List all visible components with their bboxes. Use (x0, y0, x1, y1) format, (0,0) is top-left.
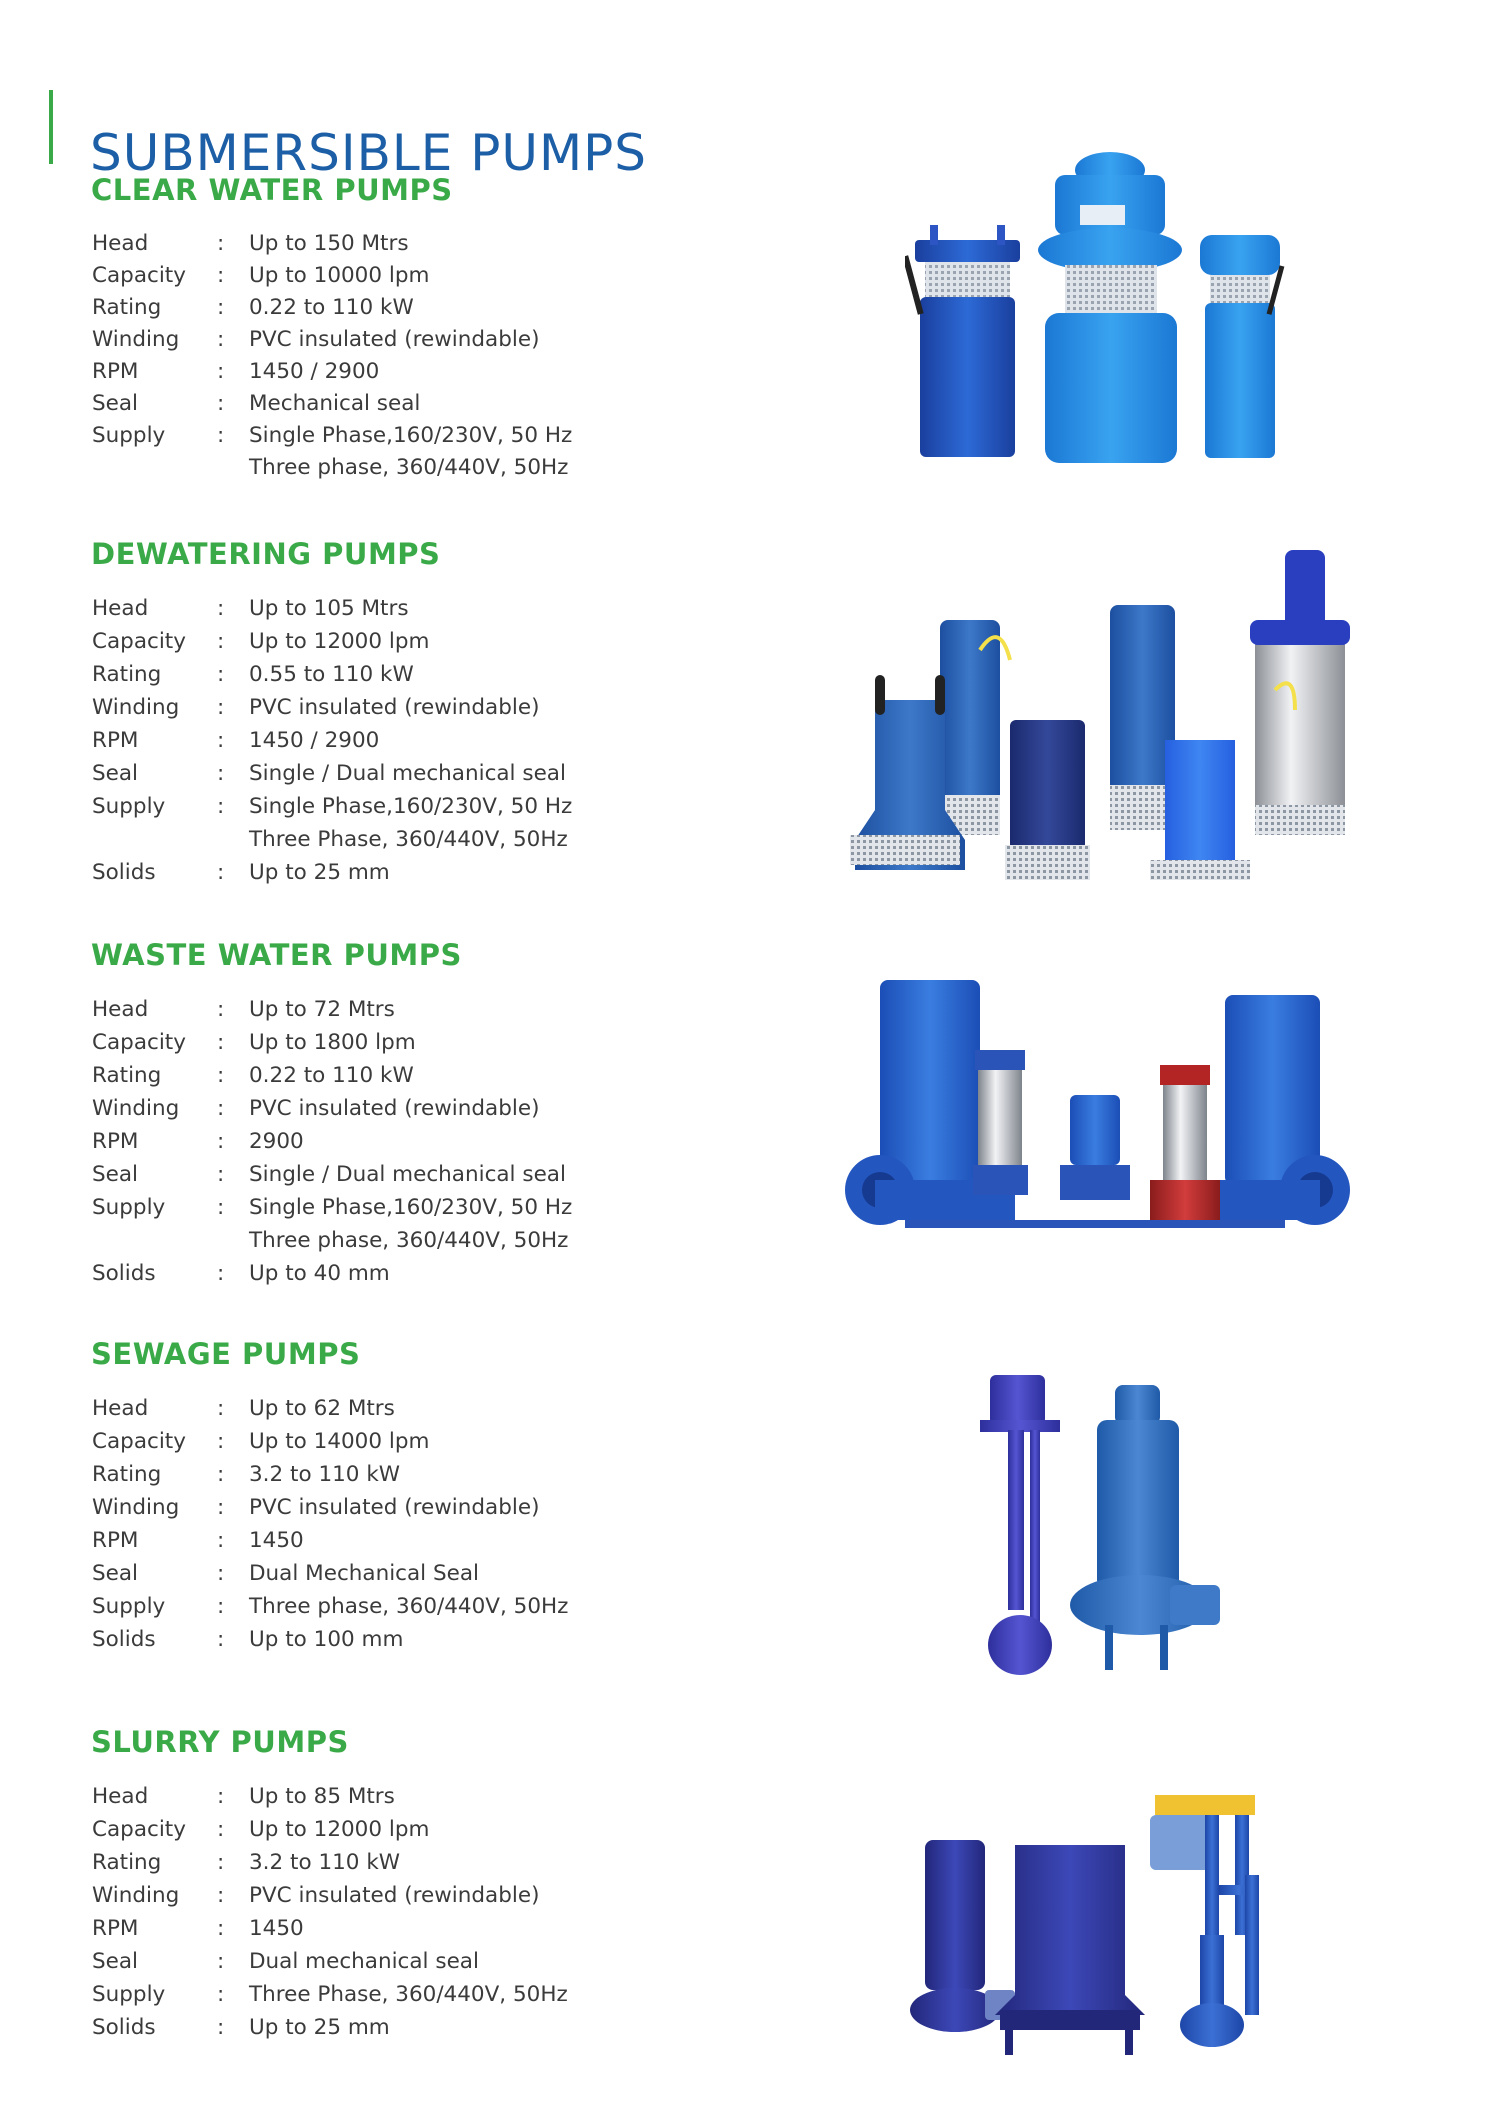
spec-row-capacity (91, 1813, 430, 1846)
spec-value: PVC insulated (rewindable) (249, 1495, 540, 1520)
spec-label: Seal (92, 1561, 139, 1586)
spec-row-supply-continued (91, 823, 568, 856)
spec-row-head (91, 228, 453, 260)
spec-separator: : (217, 1594, 225, 1619)
spec-separator: : (217, 1162, 225, 1187)
spec-value: Dual mechanical seal (249, 1949, 479, 1974)
section-dewatering-pumps (91, 537, 573, 889)
spec-separator: : (217, 1627, 225, 1652)
spec-separator: : (217, 794, 225, 819)
spec-value: Three Phase, 360/440V, 50Hz (249, 827, 568, 852)
pump-icon (975, 1370, 1225, 1680)
spec-separator: : (217, 1462, 225, 1487)
spec-list (91, 592, 573, 889)
spec-label: Solids (92, 1627, 156, 1652)
spec-row-head (91, 993, 462, 1026)
spec-row-rating (91, 1846, 401, 1879)
spec-value: PVC insulated (rewindable) (249, 1096, 540, 1121)
spec-row-head (91, 1392, 395, 1425)
spec-row-solids (91, 1623, 404, 1656)
section-waste-water-pumps (91, 938, 573, 1290)
spec-row-capacity (91, 625, 440, 658)
spec-separator: : (217, 1129, 225, 1154)
spec-row-seal (91, 1557, 479, 1590)
spec-separator: : (217, 1949, 225, 1974)
spec-value: Up to 25 mm (249, 860, 390, 885)
spec-row-capacity (91, 1026, 462, 1059)
spec-value: 3.2 to 110 kW (249, 1462, 401, 1487)
spec-row-winding (91, 324, 540, 356)
spec-label: Seal (92, 1162, 139, 1187)
spec-label: Seal (92, 1949, 139, 1974)
spec-label: Head (92, 1784, 149, 1809)
spec-value: Up to 85 Mtrs (249, 1784, 395, 1809)
spec-list (91, 993, 573, 1290)
section-heading: CLEAR WATER PUMPS (91, 173, 453, 207)
spec-value: Up to 14000 lpm (249, 1429, 430, 1454)
spec-separator: : (217, 1261, 225, 1286)
spec-row-seal (91, 1158, 566, 1191)
spec-row-head (91, 1780, 395, 1813)
spec-separator: : (217, 1495, 225, 1520)
spec-value: Up to 40 mm (249, 1261, 390, 1286)
spec-separator: : (217, 1916, 225, 1941)
spec-separator: : (217, 391, 225, 416)
spec-separator: : (217, 695, 225, 720)
spec-label: Head (92, 997, 149, 1022)
spec-row-supply (91, 420, 573, 452)
spec-value: 1450 / 2900 (249, 359, 380, 384)
section-heading: SLURRY PUMPS (91, 1725, 349, 1759)
spec-value: Single Phase,160/230V, 50 Hz (249, 423, 573, 448)
spec-label: RPM (92, 728, 139, 753)
spec-row-winding (91, 1879, 540, 1912)
pump-icon (845, 955, 1355, 1285)
spec-label: Rating (92, 1063, 162, 1088)
spec-separator: : (217, 263, 225, 288)
spec-label: Head (92, 596, 149, 621)
spec-value: Three Phase, 360/440V, 50Hz (249, 1982, 568, 2007)
spec-row-supply (91, 1590, 569, 1623)
spec-row-rpm (91, 1912, 349, 1945)
spec-value: 3.2 to 110 kW (249, 1850, 401, 1875)
spec-row-supply-continued (91, 1224, 569, 1257)
spec-row-supply (91, 1978, 568, 2011)
spec-row-capacity (91, 260, 453, 292)
spec-value: Up to 100 mm (249, 1627, 404, 1652)
slurry-pumps-image (905, 1785, 1300, 2060)
spec-row-head (91, 592, 440, 625)
pump-icon (905, 145, 1295, 475)
spec-label: Head (92, 1396, 149, 1421)
spec-row-supply-continued (91, 452, 569, 484)
spec-label: Winding (92, 1495, 180, 1520)
section-heading: SEWAGE PUMPS (91, 1337, 361, 1371)
spec-label: Rating (92, 295, 162, 320)
spec-label: Head (92, 231, 149, 256)
spec-label: Supply (92, 1982, 166, 2007)
spec-row-rating (91, 658, 440, 691)
spec-separator: : (217, 728, 225, 753)
spec-value: PVC insulated (rewindable) (249, 327, 540, 352)
spec-label: Rating (92, 1850, 162, 1875)
spec-separator: : (217, 231, 225, 256)
spec-label: Solids (92, 1261, 156, 1286)
spec-value: Up to 12000 lpm (249, 629, 430, 654)
spec-value: Three phase, 360/440V, 50Hz (249, 1228, 569, 1253)
spec-value: Up to 72 Mtrs (249, 997, 395, 1022)
spec-separator: : (217, 359, 225, 384)
spec-label: Capacity (92, 1429, 186, 1454)
spec-label: Rating (92, 1462, 162, 1487)
spec-separator: : (217, 1096, 225, 1121)
spec-value: PVC insulated (rewindable) (249, 1883, 540, 1908)
spec-row-solids (91, 856, 440, 889)
spec-separator: : (217, 860, 225, 885)
section-heading: DEWATERING PUMPS (91, 537, 441, 571)
spec-separator: : (217, 1561, 225, 1586)
section-clear-water-pumps (91, 173, 573, 484)
spec-value: 0.55 to 110 kW (249, 662, 414, 687)
spec-row-supply (91, 790, 573, 823)
spec-row-rpm (91, 724, 440, 757)
spec-label: Capacity (92, 263, 186, 288)
spec-list (91, 228, 573, 484)
spec-value: 1450 / 2900 (249, 728, 380, 753)
spec-row-rating (91, 292, 453, 324)
spec-value: Up to 1800 lpm (249, 1030, 416, 1055)
spec-row-seal (91, 1945, 479, 1978)
spec-label: Capacity (92, 1030, 186, 1055)
spec-row-rpm (91, 1125, 462, 1158)
spec-row-rpm (91, 356, 453, 388)
spec-row-winding (91, 1092, 540, 1125)
spec-separator: : (217, 1429, 225, 1454)
spec-value: 1450 (249, 1916, 304, 1941)
spec-separator: : (217, 1784, 225, 1809)
spec-list (91, 1392, 569, 1656)
spec-separator: : (217, 1528, 225, 1553)
spec-value: 1450 (249, 1528, 304, 1553)
spec-label: Solids (92, 2015, 156, 2040)
spec-label: RPM (92, 1129, 139, 1154)
spec-separator: : (217, 423, 225, 448)
spec-label: Supply (92, 423, 166, 448)
spec-separator: : (217, 662, 225, 687)
spec-value: Up to 12000 lpm (249, 1817, 430, 1842)
spec-label: Winding (92, 1883, 180, 1908)
spec-value: Up to 105 Mtrs (249, 596, 409, 621)
spec-row-solids (91, 2011, 390, 2044)
spec-row-rpm (91, 1524, 360, 1557)
spec-row-winding (91, 1491, 540, 1524)
spec-separator: : (217, 629, 225, 654)
spec-label: Supply (92, 794, 166, 819)
spec-separator: : (217, 2015, 225, 2040)
spec-separator: : (217, 295, 225, 320)
spec-separator: : (217, 761, 225, 786)
spec-separator: : (217, 1817, 225, 1842)
spec-value: PVC insulated (rewindable) (249, 695, 540, 720)
section-heading: WASTE WATER PUMPS (91, 938, 462, 972)
spec-row-rating (91, 1059, 462, 1092)
spec-value: Single / Dual mechanical seal (249, 1162, 566, 1187)
spec-label: Seal (92, 761, 139, 786)
spec-list (91, 1780, 568, 2044)
spec-value: Up to 25 mm (249, 2015, 390, 2040)
page-title: SUBMERSIBLE PUMPS (90, 123, 648, 182)
spec-separator: : (217, 1063, 225, 1088)
spec-value: Up to 10000 lpm (249, 263, 430, 288)
spec-label: Supply (92, 1594, 166, 1619)
spec-separator: : (217, 1982, 225, 2007)
clear-water-pumps-image (905, 145, 1295, 475)
section-slurry-pumps (91, 1725, 568, 2044)
spec-value: 0.22 to 110 kW (249, 1063, 414, 1088)
title-accent-bar (49, 90, 53, 164)
spec-row-solids (91, 1257, 462, 1290)
spec-label: RPM (92, 359, 139, 384)
spec-separator: : (217, 1850, 225, 1875)
spec-separator: : (217, 1883, 225, 1908)
spec-label: Solids (92, 860, 156, 885)
spec-label: RPM (92, 1916, 139, 1941)
spec-separator: : (217, 997, 225, 1022)
spec-row-supply (91, 1191, 573, 1224)
spec-separator: : (217, 327, 225, 352)
spec-label: Seal (92, 391, 139, 416)
spec-value: Single / Dual mechanical seal (249, 761, 566, 786)
spec-label: Capacity (92, 629, 186, 654)
section-sewage-pumps (91, 1337, 569, 1656)
spec-value: 2900 (249, 1129, 304, 1154)
spec-separator: : (217, 1396, 225, 1421)
spec-value: Up to 62 Mtrs (249, 1396, 395, 1421)
spec-value: Dual Mechanical Seal (249, 1561, 479, 1586)
spec-value: Up to 150 Mtrs (249, 231, 409, 256)
spec-value: Single Phase,160/230V, 50 Hz (249, 794, 573, 819)
spec-separator: : (217, 1030, 225, 1055)
spec-label: Winding (92, 695, 180, 720)
spec-label: Winding (92, 1096, 180, 1121)
spec-value: Single Phase,160/230V, 50 Hz (249, 1195, 573, 1220)
dewatering-pumps-image (845, 540, 1355, 900)
spec-label: Winding (92, 327, 180, 352)
waste-water-pumps-image (845, 955, 1355, 1285)
spec-value: Mechanical seal (249, 391, 421, 416)
spec-separator: : (217, 1195, 225, 1220)
spec-row-seal (91, 388, 453, 420)
spec-value: Three phase, 360/440V, 50Hz (249, 455, 569, 480)
sewage-pumps-image (975, 1370, 1225, 1680)
pump-icon (905, 1785, 1300, 2060)
spec-row-winding (91, 691, 540, 724)
spec-label: Capacity (92, 1817, 186, 1842)
spec-row-seal (91, 757, 566, 790)
spec-label: RPM (92, 1528, 139, 1553)
spec-row-capacity (91, 1425, 430, 1458)
spec-row-rating (91, 1458, 401, 1491)
spec-value: Three phase, 360/440V, 50Hz (249, 1594, 569, 1619)
spec-label: Supply (92, 1195, 166, 1220)
spec-label: Rating (92, 662, 162, 687)
spec-separator: : (217, 596, 225, 621)
pump-icon (845, 540, 1355, 900)
spec-value: 0.22 to 110 kW (249, 295, 414, 320)
